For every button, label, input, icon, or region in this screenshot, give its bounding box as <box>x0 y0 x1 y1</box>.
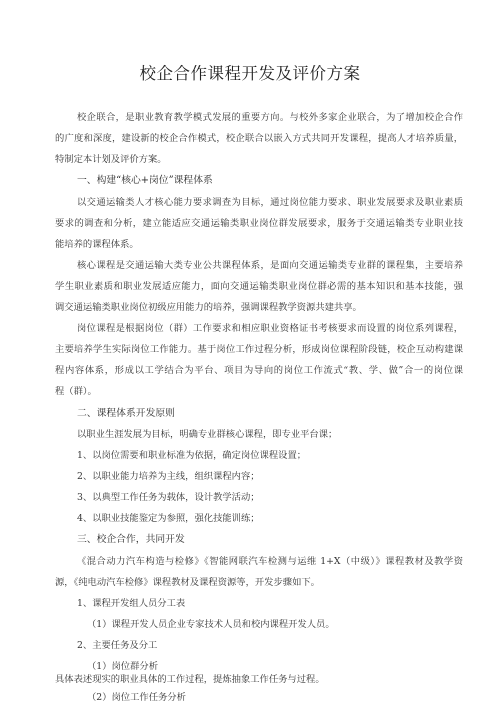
subheading: 1、课程开发组人员分工表 <box>77 598 186 609</box>
list-item: 4、以职业技能鉴定为参照，强化技能训练； <box>77 513 260 524</box>
section-heading: 三、校企合作，共同开发 <box>77 534 185 545</box>
section-heading: 二、课程体系开发原则 <box>77 408 175 419</box>
paragraph-line: 主要培养学生实际岗位工作能力。基于岗位工作过程分析，形成岗位课程阶段链，校企互动构建课 <box>55 344 463 355</box>
paragraph-line: 核心课程是交通运输大类专业公共课程体系，是面向交通运输类专业群的课程集，主要培养 <box>77 260 463 271</box>
paragraph-line: 程内容体系，形成以工学结合为平台、项目为导向的岗位工作流式“教、学、做”合一的岗位课 <box>55 365 463 376</box>
paragraph-line: 特制定本计划及评价方案。 <box>55 154 167 165</box>
paragraph-line: 学生职业素质和职业发展适应能力，面向交通运输类职业岗位群必需的基本知识和基本技能，强 <box>55 281 463 292</box>
paragraph-line: 能培养的课程体系。 <box>55 239 139 250</box>
paragraph-line: 要求的调查和分析，建立能适应交通运输类职业岗位群发展要求，服务于交通运输类专业职业技 <box>55 218 463 229</box>
list-item: （1）课程开发人员企业专家技术人员和校内课程开发人员。 <box>87 619 335 630</box>
paragraph-line: 以交通运输类人才核心能力要求调查为目标，通过岗位能力要求、职业发展要求及职业素质 <box>77 197 463 208</box>
paragraph-line: 岗位课程是根据岗位（群）工作要求和相应职业资格证书考核要求而设置的岗位系列课程， <box>77 323 463 334</box>
paragraph-line: 校企联合，是职业教育教学模式发展的重要方向。与校外多家企业联合，为了增加校企合作 <box>77 112 463 123</box>
list-item: （2）岗位工作任务分析 <box>87 692 186 703</box>
list-item: 1、以岗位需要和职业标准为依据，确定岗位课程设置； <box>77 450 307 461</box>
list-item: 3、以典型工作任务为载体，设计教学活动； <box>77 492 260 503</box>
paragraph-line: 程（群）。 <box>55 386 97 397</box>
paragraph-line: 以职业生涯发展为目标，明确专业群核心课程，即专业平台课； <box>77 429 338 440</box>
paragraph-line: 具体表述现实的职业具体的工作过程，提炼抽象工作任务与过程。 <box>55 674 325 685</box>
paragraph-line: 调交通运输类职业岗位初级应用能力的培养，强调课程教学资源共建共享。 <box>55 302 362 313</box>
list-item: 2、以职业能力培养为主线，组织课程内容； <box>77 471 260 482</box>
paragraph-line: 的广度和深度，建设新的校企合作模式，校企联合以嵌入方式共同开发课程，提高人才培养质量， <box>55 133 463 144</box>
document-title: 校企合作课程开发及评价方案 <box>139 64 361 83</box>
paragraph-line: 《混合动力汽车构造与检修》《智能网联汽车检测与运维 1+X（中级）》课程教材及教学资 <box>77 556 463 567</box>
subheading: 2、主要任务及分工 <box>77 640 158 651</box>
list-item: （1）岗位群分析 <box>87 661 158 672</box>
section-heading: 一、构建“核心+岗位”课程体系 <box>77 175 213 186</box>
paragraph-line: 源，《纯电动汽车检修》课程教材及课程资源等，开发步骤如下。 <box>55 577 320 588</box>
